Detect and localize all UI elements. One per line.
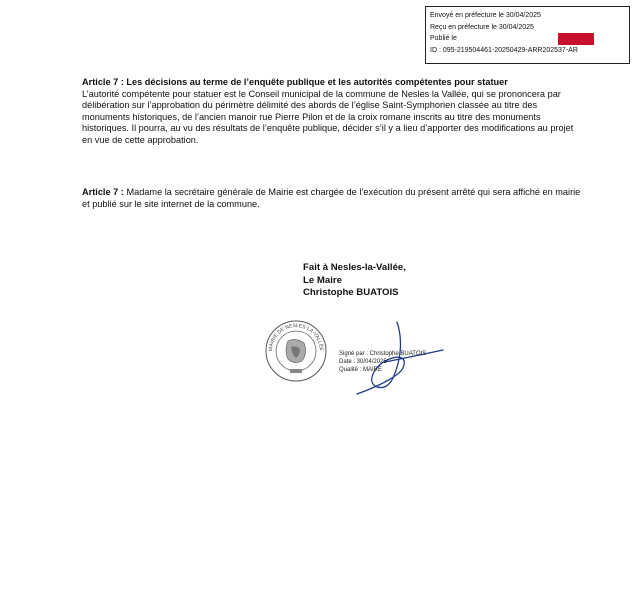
- signature-info: [339, 350, 426, 374]
- berger-levrault-logo: [558, 33, 594, 45]
- stamp-envoye: Envoyé en préfecture le 30/04/2025: [430, 12, 541, 19]
- stamp-id: ID : 095-219504461-20250429-ARR202537-AR: [430, 46, 578, 54]
- closing-name: Christophe BUATOIS: [303, 287, 399, 298]
- article-decisions-heading: Article 7 : Les décisions au terme de l’enquête publique et les autorités compétentes pour statuer: [82, 77, 508, 87]
- stamp-recu: Reçu en préfecture le 30/04/2025: [430, 23, 534, 31]
- seal-text: MAIRIE DE NESLES-LA-VALLÉE: [267, 322, 325, 352]
- closing-place: Fait à Nesles-la-Vallée,: [303, 262, 406, 273]
- stamp-publie: Publié le: [430, 35, 457, 42]
- article-execution-heading: Article 7 :: [82, 187, 124, 197]
- closing-role: Le Maire: [303, 274, 342, 286]
- signature-quality: Qualité : MAIRE: [339, 367, 383, 373]
- closing-block: [303, 262, 406, 300]
- article-execution-body: Madame la secrétaire générale de Mairie est chargée de l’exécution du présent arrêté qui sera affiché en mairie et publié sur le site internet de la commune.: [82, 187, 581, 209]
- article-decisions: [82, 77, 582, 146]
- signature-signed-by: Signé par : Christophe BUATOIS: [339, 351, 427, 357]
- mairie-seal-icon: [264, 319, 328, 383]
- prefecture-stamp: [425, 6, 630, 64]
- article-decisions-body: L’autorité compétente pour statuer est le Conseil municipal de la commune de Nesles la Vallée, qui se prononcera par délibération sur l’approbation du périmètre délimité des abords de l’église Saint-Symphorien classée au titre des monuments historiques, de l’ancien manoir rue Pierre Pilon et de la croix romane inscrits au titre des monuments historiques. Il pourra, au vu des résultats de l’enquête publique, décider s’il y a lieu d’apporter des modifications au projet en vue de cette approbation.: [82, 88, 574, 145]
- signature-date: Date : 30/04/2025: [339, 359, 387, 365]
- article-execution: [82, 187, 582, 210]
